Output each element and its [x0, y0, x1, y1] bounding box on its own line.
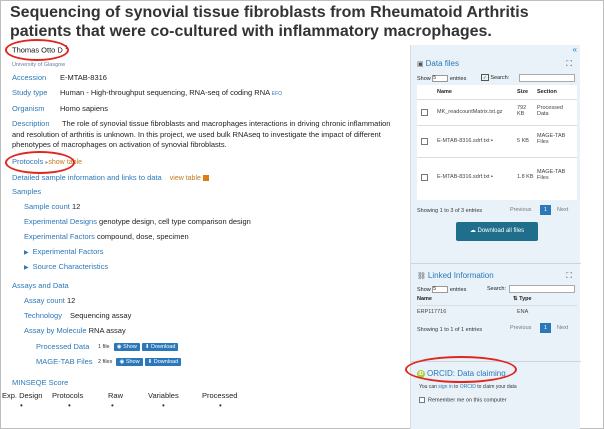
next-page-button[interactable]: Next — [557, 325, 569, 331]
image-icon: ▪ — [491, 138, 493, 144]
entries-select[interactable]: 5 — [432, 75, 448, 82]
data-files-search-label: ✓ Search: — [483, 75, 510, 81]
assay-count-label: Assay count — [24, 296, 65, 305]
sample-count-row — [12, 202, 80, 211]
author-affiliation: University of Glasgow — [12, 61, 66, 68]
data-files-search-input[interactable] — [519, 74, 575, 82]
download-icon: ⬇ — [144, 344, 150, 351]
magetab-row — [36, 357, 181, 366]
orcid-annotation-ellipse — [405, 356, 517, 383]
source-toggle[interactable] — [12, 262, 108, 271]
technology-row — [12, 311, 131, 320]
collapse-panel-icon[interactable]: « — [572, 45, 577, 54]
samples-label: Samples — [12, 187, 42, 196]
score-dot: • — [68, 401, 71, 410]
divider — [417, 125, 577, 126]
samples-heading — [12, 187, 41, 196]
view-table-link[interactable]: view table — [169, 175, 201, 182]
exp-designs-row — [12, 217, 251, 226]
orcid-heading: iD ORCID: Data claiming — [418, 369, 506, 378]
caret-right-icon: ▸ — [45, 160, 49, 166]
efo-tag[interactable]: EFO — [271, 91, 283, 97]
sample-count-label: Sample count — [24, 202, 70, 211]
author-annotation-ellipse — [5, 39, 69, 61]
accession-row — [12, 73, 107, 82]
exp-factors-toggle-label[interactable]: Experimental Factors — [32, 247, 104, 256]
processed-data-count: 1 file — [98, 344, 110, 351]
sample-count-value: 12 — [71, 202, 81, 211]
file-section: MAGE-TAB Files — [537, 169, 566, 181]
minseqe-col: Processed — [202, 391, 238, 400]
exp-factors-value: compound, dose, specimen — [96, 232, 189, 241]
score-dot: • — [162, 401, 165, 410]
organism-label: Organism — [12, 104, 45, 113]
assay-molecule-row — [12, 326, 126, 335]
page-title: Sequencing of synovial tissue fibroblasts from Rheumatoid Arthritis patients that were co-cultured with inflammatory macrophages. — [10, 4, 529, 40]
protocols-label: Protocols — [12, 157, 44, 166]
protocols-table-link[interactable]: table — [66, 159, 82, 166]
expand-icon[interactable]: ⛶ — [566, 271, 572, 280]
orcid-sign-in-link[interactable]: sign in — [438, 384, 453, 390]
detailed-info-link[interactable]: Detailed sample information and links to data — [12, 173, 162, 182]
linked-table — [417, 295, 577, 319]
divider — [417, 157, 577, 158]
exp-factors-toggle[interactable] — [12, 247, 103, 256]
minseqe-heading — [12, 378, 68, 387]
exp-designs-value: genotype design, cell type comparison design — [99, 217, 251, 226]
exp-factors-row — [12, 232, 189, 241]
technology-value: Sequencing assay — [70, 311, 132, 320]
source-toggle-label[interactable]: Source Characteristics — [32, 262, 109, 271]
organism-row — [12, 104, 108, 113]
eye-icon: ◉ — [119, 359, 125, 366]
page-1-button[interactable]: 1 — [540, 323, 551, 333]
minseqe-col: Variables — [148, 391, 179, 400]
magetab-download-button[interactable]: ⬇ Download — [145, 358, 182, 366]
folder-icon: ▣ — [417, 61, 424, 68]
next-page-button[interactable]: Next — [557, 207, 569, 213]
study-type-row — [12, 88, 282, 97]
assay-molecule-value: RNA assay — [88, 326, 126, 335]
view-table-icon[interactable] — [203, 175, 209, 181]
linked-info-heading: ⛓ Linked Information — [417, 271, 494, 280]
minseqe-label: MINSEQE Score — [12, 378, 69, 387]
remember-me[interactable]: Remember me on this computer — [419, 397, 507, 403]
col-size-header[interactable]: Size — [517, 89, 529, 95]
assay-count-value: 12 — [66, 296, 76, 305]
assays-heading — [12, 281, 69, 290]
row-checkbox[interactable] — [421, 109, 428, 116]
linked-search-input[interactable] — [509, 285, 575, 293]
image-icon: ▪ — [491, 174, 493, 180]
triangle-right-icon: ▶ — [24, 265, 29, 271]
accession-value: E-MTAB-8316 — [60, 73, 107, 82]
remember-checkbox[interactable] — [419, 397, 425, 403]
accession-label: Accession — [12, 73, 47, 82]
technology-label: Technology — [24, 311, 62, 320]
divider — [411, 263, 581, 264]
download-icon: ⬇ — [147, 359, 153, 366]
detailed-row — [12, 173, 209, 182]
linked-name[interactable]: ERP117716 — [417, 309, 447, 315]
expand-icon[interactable]: ⛶ — [566, 59, 572, 68]
triangle-right-icon: ▶ — [24, 250, 29, 256]
col-name-header[interactable]: Name — [437, 89, 452, 95]
cloud-download-icon: ☁ — [469, 228, 476, 234]
processed-data-label: Processed Data — [36, 342, 90, 351]
linked-search-label: Search: — [487, 286, 506, 292]
exp-designs-label: Experimental Designs — [24, 217, 97, 226]
file-size: 792 KB — [517, 105, 527, 117]
data-files-table — [417, 85, 577, 200]
score-dot: • — [219, 401, 222, 410]
file-section: MAGE-TAB Files — [537, 133, 566, 145]
minseqe-col: Exp. Design — [2, 391, 43, 400]
linked-type: ENA — [517, 309, 529, 315]
file-size: 1.8 KB — [517, 174, 534, 180]
file-section: Processed Data — [537, 105, 563, 117]
col-name-header[interactable]: Name — [417, 296, 432, 302]
score-dot: • — [20, 401, 23, 410]
assay-molecule-label: Assay by Molecule — [24, 326, 87, 335]
col-section-header[interactable]: Section — [537, 89, 557, 95]
description-label: Description — [12, 119, 50, 128]
minseqe-col: Protocols — [52, 391, 84, 400]
organism-value: Homo sapiens — [60, 104, 108, 113]
prev-page-button[interactable]: Previous — [510, 325, 532, 331]
file-name[interactable]: E-MTAB-8316.sdrf.txt ▪ — [437, 174, 493, 180]
assay-count-row — [12, 296, 75, 305]
file-name[interactable]: MK_readcountMatrix.txt.gz — [437, 109, 503, 115]
processed-data-row — [36, 342, 178, 351]
magetab-show-button[interactable]: ◉ Show — [116, 358, 142, 366]
protocols-annotation-ellipse — [5, 151, 75, 174]
orcid-text: You can sign in to ORCID to claim your data — [419, 384, 517, 390]
data-files-length: Show 5 entries — [417, 75, 467, 82]
study-type-value: Human - High-throughput sequencing, RNA-seq of coding RNA — [60, 88, 270, 97]
prev-page-button[interactable]: Previous — [510, 207, 532, 213]
row-checkbox[interactable] — [421, 138, 428, 145]
protocols-show-link[interactable]: show — [48, 159, 65, 166]
processed-show-button[interactable]: ◉ Show — [114, 343, 140, 351]
row-checkbox[interactable] — [421, 174, 428, 181]
checkbox-icon[interactable]: ✓ — [483, 75, 487, 80]
study-type-label: Study type — [12, 88, 48, 97]
description-text: The role of synovial tissue fibroblasts and macrophages interactions in driving chronic inflammation and resolution of arthritis is unknown. In this project, we used bulk RNAseq to investigate the impact of different phenotypes of macrophages on activation of synovial fibroblasts. — [12, 119, 391, 149]
divider — [417, 99, 577, 100]
divider — [417, 305, 577, 306]
orcid-link[interactable]: ORCID — [459, 384, 476, 390]
data-files-info: Showing 1 to 3 of 3 entries — [417, 208, 483, 214]
sort-icon: ⇅ — [513, 296, 518, 302]
exp-factors-label: Experimental Factors — [24, 232, 95, 241]
linked-length: Show 5 entries — [417, 286, 467, 293]
page-1-button[interactable]: 1 — [540, 205, 551, 215]
minseqe-col: Raw — [108, 391, 124, 400]
col-type-header[interactable]: ⇅ Type — [513, 296, 532, 302]
file-name[interactable]: E-MTAB-8316.sdrf.txt ▪ — [437, 138, 493, 144]
file-size: 5 KB — [517, 138, 529, 144]
magetab-count: 2 files — [98, 359, 113, 366]
download-all-button[interactable]: ☁ Download all files — [456, 222, 538, 241]
data-files-heading: ▣ Data files — [417, 59, 459, 68]
score-dot: • — [111, 401, 114, 410]
description-row — [12, 119, 402, 151]
orcid-icon: iD — [418, 370, 424, 377]
entries-select[interactable]: 5 — [432, 286, 448, 293]
assays-label: Assays and Data — [12, 281, 69, 290]
magetab-label: MAGE-TAB Files — [36, 357, 93, 366]
eye-icon: ◉ — [116, 344, 122, 351]
link-icon: ⛓ — [417, 273, 426, 280]
processed-download-button[interactable]: ⬇ Download — [142, 343, 179, 351]
author-name[interactable]: Thomas Otto D $^1$ — [12, 45, 68, 55]
linked-info: Showing 1 to 1 of 1 entries — [417, 327, 483, 333]
